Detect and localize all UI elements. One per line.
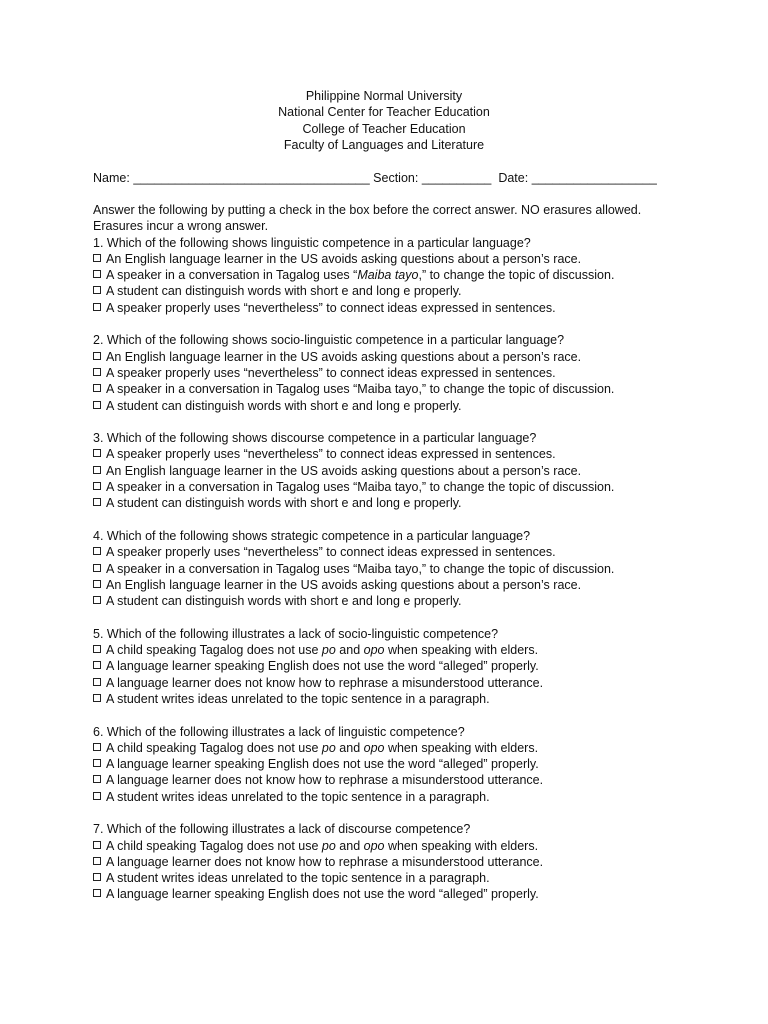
checkbox-icon[interactable] — [93, 286, 101, 294]
answer-option — [93, 479, 713, 495]
answer-option-text: A student writes ideas unrelated to the topic sentence in a paragraph. — [106, 691, 490, 706]
checkbox-icon[interactable] — [93, 645, 101, 653]
answer-option — [93, 495, 713, 511]
answer-option — [93, 283, 713, 299]
answer-option-text: A student can distinguish words with short e and long e properly. — [106, 398, 462, 413]
italic-term: po — [321, 740, 336, 755]
checkbox-icon[interactable] — [93, 303, 101, 311]
italic-term: po — [321, 838, 336, 853]
checkbox-icon[interactable] — [93, 401, 101, 409]
answer-option-text: A student writes ideas unrelated to the topic sentence in a paragraph. — [106, 871, 490, 886]
answer-option-text: A language learner does not know how to rephrase a misunderstood utterance. — [106, 675, 544, 690]
answer-option-text: A speaker in a conversation in Tagalog uses “Maiba tayo,” to change the topic of discussion. — [106, 561, 615, 576]
answer-option-text: An English language learner in the US avoids asking questions about a person’s race. — [106, 577, 582, 592]
answer-option-text: A language learner speaking English does not use the word “alleged” properly. — [106, 659, 539, 674]
answer-option-text: A speaker in a conversation in Tagalog uses “Maiba tayo,” to change the topic of discussion. — [106, 268, 615, 283]
answer-option — [93, 658, 713, 674]
answer-option-text: An English language learner in the US avoids asking questions about a person’s race. — [106, 251, 582, 266]
answer-option-text: A speaker in a conversation in Tagalog uses “Maiba tayo,” to change the topic of discussion. — [106, 382, 615, 397]
answer-option — [93, 381, 713, 397]
checkbox-icon[interactable] — [93, 449, 101, 457]
answer-option — [93, 886, 713, 902]
answer-option — [93, 349, 713, 365]
name-field[interactable]: __________________________________ — [133, 171, 370, 185]
answer-option-text: A student can distinguish words with short e and long e properly. — [106, 594, 462, 609]
answer-option-text: A speaker in a conversation in Tagalog uses “Maiba tayo,” to change the topic of discussion. — [106, 480, 615, 495]
checkbox-icon[interactable] — [93, 596, 101, 604]
answer-option — [93, 593, 713, 609]
answer-option — [93, 691, 713, 707]
checkbox-icon[interactable] — [93, 792, 101, 800]
answer-option — [93, 463, 713, 479]
question-stem: 2. Which of the following shows socio-linguistic competence in a particular language? — [93, 333, 565, 348]
answer-option-text: A language learner speaking English does not use the word “alleged” properly. — [106, 757, 539, 772]
answer-option — [93, 398, 713, 414]
answer-option-text: A speaker properly uses “nevertheless” to connect ideas expressed in sentences. — [106, 365, 556, 380]
question-6 — [93, 724, 713, 805]
answer-option — [93, 577, 713, 593]
italic-term: opo — [363, 643, 385, 658]
answer-option — [93, 544, 713, 560]
italic-term: Maiba tayo — [357, 268, 419, 283]
answer-option-text: A student can distinguish words with short e and long e properly. — [106, 284, 462, 299]
answer-option-text: An English language learner in the US avoids asking questions about a person’s race. — [106, 349, 582, 364]
instructions-line-2: Erasures incur a wrong answer. — [93, 219, 269, 234]
answer-option-text: A speaker properly uses “nevertheless” to connect ideas expressed in sentences. — [106, 300, 556, 315]
question-list — [93, 235, 713, 903]
answer-option-text: A language learner does not know how to rephrase a misunderstood utterance. — [106, 773, 544, 788]
answer-option — [93, 300, 713, 316]
answer-option-text: An English language learner in the US avoids asking questions about a person’s race. — [106, 463, 582, 478]
checkbox-icon[interactable] — [93, 482, 101, 490]
answer-option-text: A student writes ideas unrelated to the topic sentence in a paragraph. — [106, 789, 490, 804]
checkbox-icon[interactable] — [93, 759, 101, 767]
answer-option — [93, 675, 713, 691]
checkbox-icon[interactable] — [93, 368, 101, 376]
answer-option-text: A child speaking Tagalog does not use po and opo when speaking with elders. — [106, 838, 539, 853]
answer-option — [93, 642, 713, 658]
checkbox-icon[interactable] — [93, 580, 101, 588]
answer-option — [93, 756, 713, 772]
section-field[interactable]: __________ — [421, 171, 492, 185]
checkbox-icon[interactable] — [93, 841, 101, 849]
checkbox-icon[interactable] — [93, 873, 101, 881]
name-label: Name: — [93, 171, 130, 185]
answer-option-text: A speaker properly uses “nevertheless” to connect ideas expressed in sentences. — [106, 447, 556, 462]
answer-option-text: A speaker properly uses “nevertheless” to connect ideas expressed in sentences. — [106, 545, 556, 560]
faculty-name: Faculty of Languages and Literature — [283, 137, 485, 152]
checkbox-icon[interactable] — [93, 743, 101, 751]
instructions-line-1: Answer the following by putting a check in the box before the correct answer. NO erasures allowed. — [93, 203, 642, 217]
answer-option — [93, 789, 713, 805]
checkbox-icon[interactable] — [93, 857, 101, 865]
question-stem: 1. Which of the following shows linguistic competence in a particular language? — [93, 235, 531, 250]
question-7 — [93, 821, 713, 902]
checkbox-icon[interactable] — [93, 775, 101, 783]
answer-option-text: A child speaking Tagalog does not use po and opo when speaking with elders. — [106, 740, 539, 755]
checkbox-icon[interactable] — [93, 384, 101, 392]
answer-option — [93, 740, 713, 756]
student-info-row — [93, 170, 657, 186]
answer-option — [93, 251, 713, 267]
italic-term: po — [321, 643, 336, 658]
italic-term: opo — [363, 838, 385, 853]
answer-option — [93, 365, 713, 381]
answer-option — [93, 854, 713, 870]
checkbox-icon[interactable] — [93, 547, 101, 555]
answer-option — [93, 870, 713, 886]
question-stem: 3. Which of the following shows discourse competence in a particular language? — [93, 431, 537, 446]
answer-option-text: A language learner does not know how to rephrase a misunderstood utterance. — [106, 854, 544, 869]
question-4 — [93, 528, 713, 609]
date-field[interactable]: __________________ — [531, 171, 657, 185]
question-stem: 6. Which of the following illustrates a lack of linguistic competence? — [93, 724, 465, 739]
document-header — [0, 88, 768, 153]
question-1 — [93, 235, 713, 316]
answer-option — [93, 561, 713, 577]
answer-option-text: A child speaking Tagalog does not use po and opo when speaking with elders. — [106, 643, 539, 658]
checkbox-icon[interactable] — [93, 270, 101, 278]
center-name: National Center for Teacher Education — [278, 105, 490, 120]
answer-option — [93, 267, 713, 283]
question-stem: 5. Which of the following illustrates a lack of socio-linguistic competence? — [93, 626, 499, 641]
question-2 — [93, 332, 713, 413]
italic-term: opo — [363, 740, 385, 755]
question-stem: 4. Which of the following shows strategic competence in a particular language? — [93, 528, 531, 543]
checkbox-icon[interactable] — [93, 661, 101, 669]
checkbox-icon[interactable] — [93, 254, 101, 262]
checkbox-icon[interactable] — [93, 678, 101, 686]
college-name: College of Teacher Education — [302, 121, 466, 136]
question-stem: 7. Which of the following illustrates a lack of discourse competence? — [93, 822, 471, 837]
checkbox-icon[interactable] — [93, 352, 101, 360]
checkbox-icon[interactable] — [93, 498, 101, 506]
section-label: Section: — [373, 171, 419, 185]
date-label: Date: — [498, 171, 529, 185]
answer-option — [93, 446, 713, 462]
question-3 — [93, 430, 713, 511]
answer-option-text: A language learner speaking English does not use the word “alleged” properly. — [106, 887, 539, 902]
checkbox-icon[interactable] — [93, 694, 101, 702]
checkbox-icon[interactable] — [93, 466, 101, 474]
university-name: Philippine Normal University — [305, 89, 463, 103]
checkbox-icon[interactable] — [93, 889, 101, 897]
answer-option-text: A student can distinguish words with short e and long e properly. — [106, 496, 462, 511]
answer-option — [93, 838, 713, 854]
answer-option — [93, 772, 713, 788]
quiz-content — [93, 202, 713, 919]
checkbox-icon[interactable] — [93, 564, 101, 572]
question-5 — [93, 626, 713, 707]
